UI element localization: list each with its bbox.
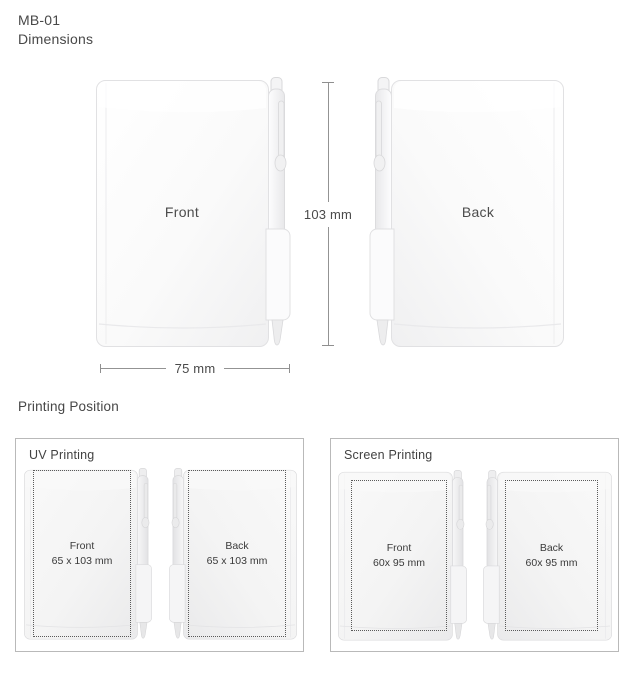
uv-front-thumbnail (24, 468, 153, 642)
front-view-label: Front (164, 204, 200, 220)
uv-printing-panel (15, 438, 304, 652)
print-area-side-label: Back (539, 541, 564, 554)
screen-front-print-area (351, 480, 447, 631)
print-area-size: 60x 95 mm (525, 556, 578, 569)
dimension-tick (322, 345, 334, 346)
uv-printing-title: UV Printing (29, 448, 95, 462)
uv-back-thumbnail (168, 468, 297, 642)
screen-back-print-area (505, 480, 598, 631)
dimension-line (328, 227, 329, 346)
print-area-size: 65 x 103 mm (51, 554, 113, 567)
screen-printing-panel (330, 438, 619, 652)
print-area-size: 65 x 103 mm (206, 554, 268, 567)
notepad-front-image (96, 77, 292, 351)
height-dimension-value: 103 mm (303, 206, 353, 222)
dimension-line (224, 368, 289, 369)
back-view-label: Back (461, 204, 495, 220)
width-dimension-annotation (100, 361, 290, 375)
dimension-line (101, 368, 166, 369)
printing-position-heading: Printing Position (18, 399, 119, 414)
screen-back-thumbnail (482, 470, 612, 643)
print-area-side-label: Back (225, 539, 249, 552)
dimensions-heading: Dimensions (18, 31, 94, 47)
dimension-line (328, 83, 329, 202)
dimension-tick (289, 364, 290, 373)
uv-back-print-area (188, 470, 286, 637)
notepad-back-image (368, 77, 564, 351)
product-model-code: MB-01 (18, 12, 61, 28)
print-area-side-label: Front (69, 539, 95, 552)
screen-printing-title: Screen Printing (344, 448, 433, 462)
print-area-side-label: Front (386, 541, 412, 554)
height-dimension-annotation (301, 82, 355, 346)
screen-front-thumbnail (338, 470, 468, 643)
uv-front-print-area (33, 470, 131, 637)
print-area-size: 60x 95 mm (373, 556, 425, 569)
width-dimension-value: 75 mm (174, 360, 216, 376)
